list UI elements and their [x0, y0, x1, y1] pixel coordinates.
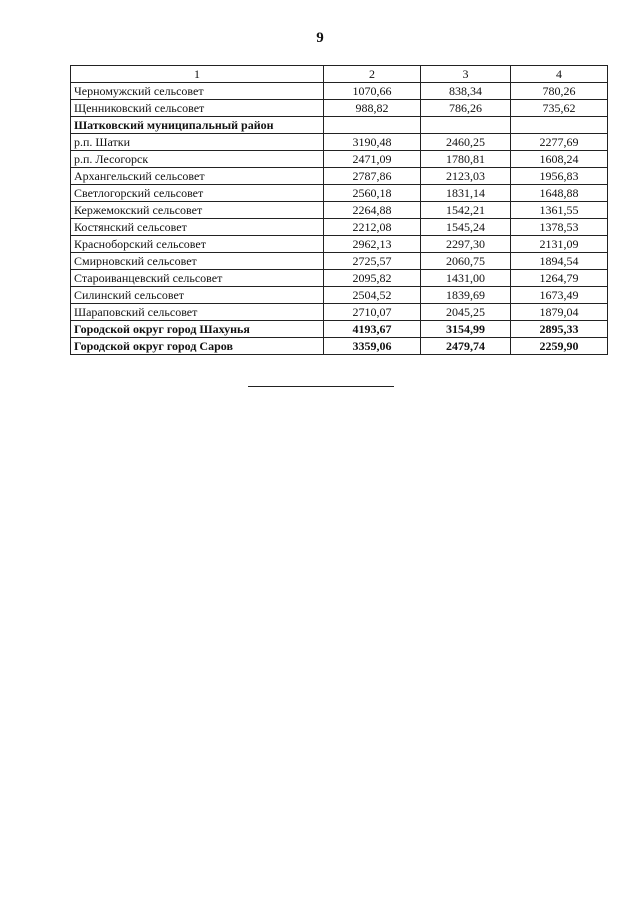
value-cell-col3: 1831,14	[421, 185, 511, 202]
value-cell-col3: 2460,25	[421, 134, 511, 151]
value-cell-col2: 988,82	[324, 100, 421, 117]
row-name-cell: р.п. Шатки	[71, 134, 324, 151]
value-cell-col4: 1264,79	[511, 270, 608, 287]
row-name-cell: Костянский сельсовет	[71, 219, 324, 236]
value-cell-col4: 735,62	[511, 100, 608, 117]
row-name-cell: р.п. Лесогорск	[71, 151, 324, 168]
row-name-cell: Кержемокский сельсовет	[71, 202, 324, 219]
value-cell-col2: 2560,18	[324, 185, 421, 202]
value-cell-col3: 786,26	[421, 100, 511, 117]
value-cell-col4: 1361,55	[511, 202, 608, 219]
value-cell-col2: 2212,08	[324, 219, 421, 236]
table-row	[71, 219, 608, 236]
value-cell-col4: 2259,90	[511, 338, 608, 355]
value-cell-col3: 2045,25	[421, 304, 511, 321]
value-cell-col4: 2895,33	[511, 321, 608, 338]
row-name-cell: Шараповский сельсовет	[71, 304, 324, 321]
table-row	[71, 287, 608, 304]
value-cell-col3: 2060,75	[421, 253, 511, 270]
table-header-row	[71, 66, 608, 83]
value-cell-col2: 2264,88	[324, 202, 421, 219]
value-cell-col2: 2787,86	[324, 168, 421, 185]
column-header-4: 4	[511, 66, 608, 83]
row-name-cell: Силинский сельсовет	[71, 287, 324, 304]
section-title-cell: Шатковский муниципальный район	[71, 117, 324, 134]
value-cell-col4: 1879,04	[511, 304, 608, 321]
value-cell-col2: 2710,07	[324, 304, 421, 321]
value-cell-col3	[421, 117, 511, 134]
value-cell-col2: 2725,57	[324, 253, 421, 270]
table-row	[71, 134, 608, 151]
row-name-cell: Черномужский сельсовет	[71, 83, 324, 100]
value-cell-col4	[511, 117, 608, 134]
end-separator-line	[248, 386, 394, 387]
row-name-cell: Архангельский сельсовет	[71, 168, 324, 185]
value-cell-col3: 1780,81	[421, 151, 511, 168]
value-cell-col4: 1608,24	[511, 151, 608, 168]
value-cell-col2: 2962,13	[324, 236, 421, 253]
value-cell-col4: 2131,09	[511, 236, 608, 253]
table-total-row	[71, 321, 608, 338]
value-cell-col3: 3154,99	[421, 321, 511, 338]
row-name-cell: Староиванцевский сельсовет	[71, 270, 324, 287]
value-cell-col4: 1673,49	[511, 287, 608, 304]
value-cell-col3: 1545,24	[421, 219, 511, 236]
row-name-cell: Городской округ город Саров	[71, 338, 324, 355]
value-cell-col2: 3190,48	[324, 134, 421, 151]
value-cell-col2: 2471,09	[324, 151, 421, 168]
row-name-cell: Щенниковский сельсовет	[71, 100, 324, 117]
value-cell-col3: 2479,74	[421, 338, 511, 355]
value-cell-col3: 2297,30	[421, 236, 511, 253]
value-cell-col4: 1894,54	[511, 253, 608, 270]
value-cell-col4: 780,26	[511, 83, 608, 100]
value-cell-col2: 4193,67	[324, 321, 421, 338]
table-row	[71, 202, 608, 219]
table-section-row	[71, 117, 608, 134]
table-row	[71, 304, 608, 321]
table-row	[71, 168, 608, 185]
table-total-row	[71, 338, 608, 355]
value-cell-col3: 838,34	[421, 83, 511, 100]
row-name-cell: Красноборский сельсовет	[71, 236, 324, 253]
value-cell-col3: 1542,21	[421, 202, 511, 219]
data-table	[70, 65, 608, 355]
row-name-cell: Городской округ город Шахунья	[71, 321, 324, 338]
table-row	[71, 253, 608, 270]
value-cell-col3: 2123,03	[421, 168, 511, 185]
row-name-cell: Светлогорский сельсовет	[71, 185, 324, 202]
value-cell-col4: 1648,88	[511, 185, 608, 202]
value-cell-col4: 1956,83	[511, 168, 608, 185]
value-cell-col3: 1431,00	[421, 270, 511, 287]
column-header-1: 1	[71, 66, 324, 83]
table-row	[71, 185, 608, 202]
value-cell-col4: 1378,53	[511, 219, 608, 236]
table-row	[71, 151, 608, 168]
table-row	[71, 270, 608, 287]
value-cell-col2: 3359,06	[324, 338, 421, 355]
table-row	[71, 100, 608, 117]
row-name-cell: Смирновский сельсовет	[71, 253, 324, 270]
column-header-3: 3	[421, 66, 511, 83]
value-cell-col2: 1070,66	[324, 83, 421, 100]
value-cell-col2: 2504,52	[324, 287, 421, 304]
page-number: 9	[316, 30, 324, 46]
table-row	[71, 83, 608, 100]
value-cell-col2	[324, 117, 421, 134]
column-header-2: 2	[324, 66, 421, 83]
value-cell-col4: 2277,69	[511, 134, 608, 151]
value-cell-col3: 1839,69	[421, 287, 511, 304]
table-row	[71, 236, 608, 253]
value-cell-col2: 2095,82	[324, 270, 421, 287]
